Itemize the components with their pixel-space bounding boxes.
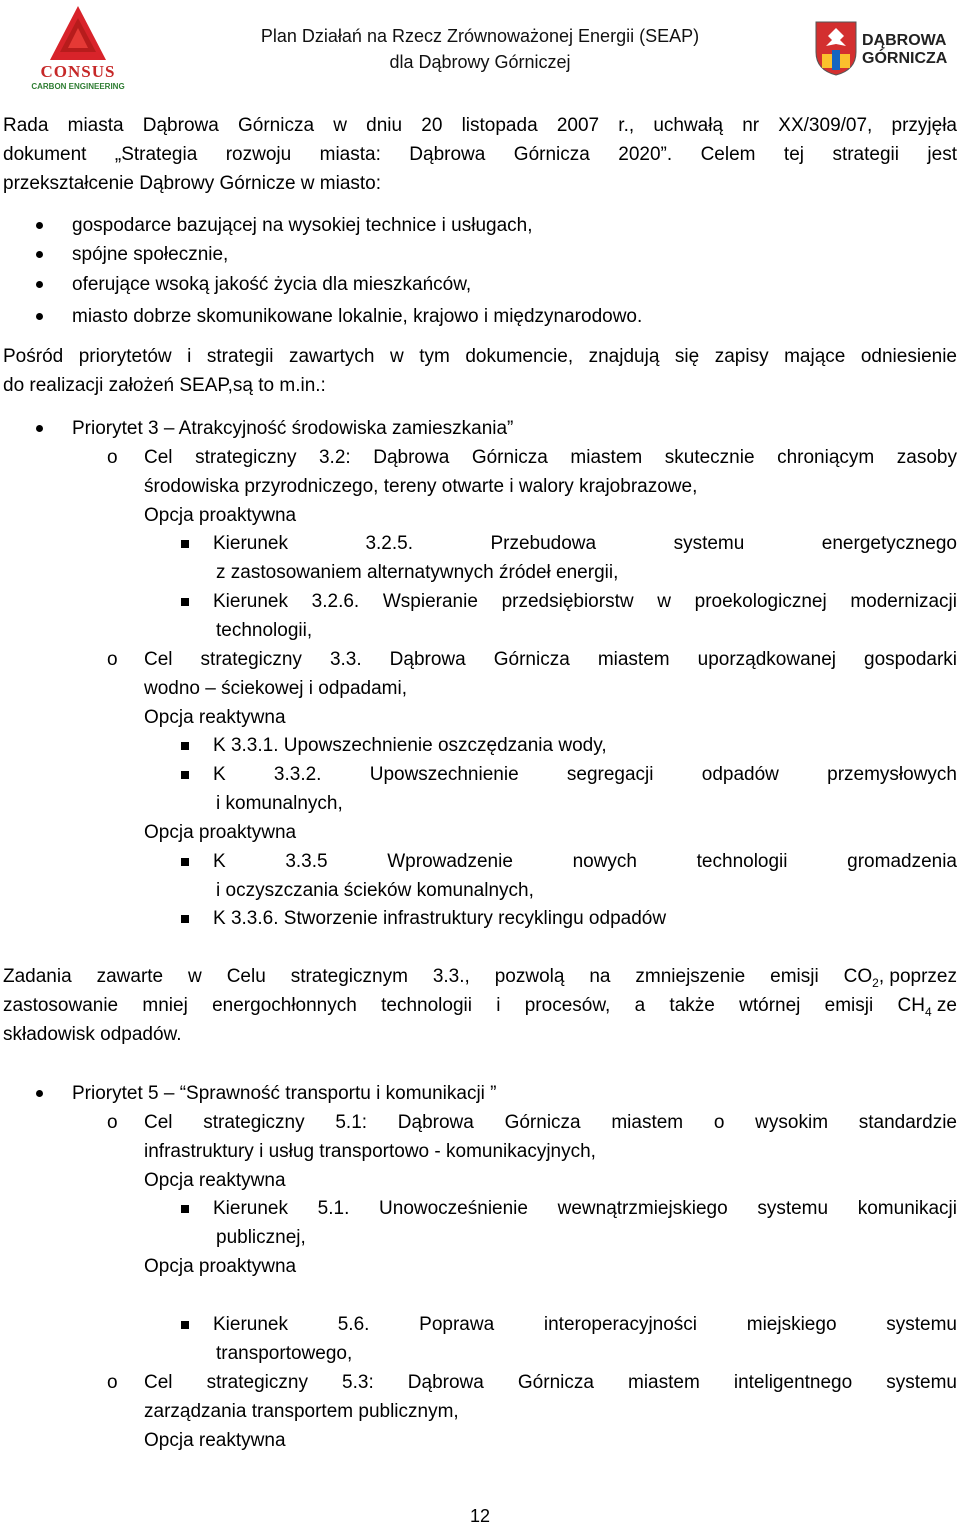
direction-5-6-line-2: transportowego,	[216, 1343, 353, 1364]
intro-line-3: przekształcenie Dąbrowy Górnicze w miasto:	[3, 173, 382, 194]
k-3-3-2-line-1: K 3.3.2. Upowszechnienie segregacji odpadów przemysłowych	[213, 764, 957, 785]
intro-line-2: dokument „Strategia rozwoju miasta: Dąbrowa Górnicza 2020”. Celem tej strategii jest	[3, 144, 957, 165]
page-number: 12	[469, 1506, 491, 1526]
direction-5-6-line-1: Kierunek 5.6. Poprawa interoperacyjności miejskiego systemu	[213, 1314, 957, 1335]
option-reactive-5: Opcja reaktywna	[144, 1170, 286, 1191]
tasks-line-1-end: , poprzez	[878, 966, 957, 987]
tasks-line-2-text: zastosowanie mniej energochłonnych technologii i procesów, a także wtórnej emisji CH	[3, 995, 925, 1016]
tasks-line-3: składowisk odpadów.	[3, 1024, 182, 1045]
dabrowa-logo-line1: DĄBROWA	[862, 32, 947, 49]
tasks-co2-sub: 2	[872, 975, 879, 990]
square-bullet-icon	[181, 1205, 189, 1213]
square-bullet-icon	[181, 771, 189, 779]
k-3-3-5-line-2: i oczyszczania ścieków komunalnych,	[216, 880, 534, 901]
square-bullet-icon	[181, 598, 189, 606]
goal-3-3-line-2: wodno – ściekowej i odpadami,	[144, 678, 407, 699]
goal-item-1: gospodarce bazującej na wysokiej technice i usługach,	[72, 215, 533, 236]
city-crest-icon	[814, 20, 858, 76]
direction-3-2-6-line-2: technologii,	[216, 620, 313, 641]
tasks-line-2-end: ze	[931, 995, 957, 1016]
goal-5-1-line-2: infrastruktury i usług transportowo - komunikacyjnych,	[144, 1141, 596, 1162]
goal-5-3-line-1: Cel strategiczny 5.3: Dąbrowa Górnicza miastem inteligentnego systemu	[144, 1372, 957, 1393]
goal-5-3-line-2: zarządzania transportem publicznym,	[144, 1401, 459, 1422]
tasks-line-1	[3, 962, 957, 991]
bullet-icon	[36, 425, 43, 432]
square-bullet-icon	[181, 540, 189, 548]
tasks-line-2	[3, 991, 957, 1020]
circle-bullet-icon: o	[107, 1112, 118, 1133]
dabrowa-logo-line2: GÓRNICZA	[862, 50, 948, 67]
circle-bullet-icon: o	[107, 447, 118, 468]
direction-3-2-5-line-1: Kierunek 3.2.5. Przebudowa systemu energetycznego	[213, 533, 957, 554]
k-3-3-1: K 3.3.1. Upowszechnienie oszczędzania wody,	[213, 735, 607, 756]
direction-3-2-5-line-2: z zastosowaniem alternatywnych źródeł energii,	[216, 562, 619, 583]
option-reactive-1: Opcja reaktywna	[144, 707, 286, 728]
consus-logo-sub: CARBON ENGINEERING	[31, 82, 125, 91]
square-bullet-icon	[181, 742, 189, 750]
goal-item-2: spójne społecznie,	[72, 244, 229, 265]
header-title-line2: dla Dąbrowy Górniczej	[389, 52, 571, 72]
goal-item-4: miasto dobrze skomunikowane lokalnie, krajowo i międzynarodowo.	[72, 306, 643, 327]
dabrowa-logo	[814, 18, 954, 78]
bullet-icon	[36, 281, 43, 288]
bullet-icon	[36, 222, 43, 229]
direction-5-1-line-1: Kierunek 5.1. Unowocześnienie wewnątrzmiejskiego systemu komunikacji	[213, 1198, 957, 1219]
intro-line-1: Rada miasta Dąbrowa Górnicza w dniu 20 listopada 2007 r., uchwałą nr XX/309/07, przyjęła	[3, 115, 957, 136]
consus-logo-mark	[22, 4, 134, 66]
k-3-3-5-line-1: K 3.3.5 Wprowadzenie nowych technologii gromadzenia	[213, 851, 957, 872]
para2-line-1: Pośród priorytetów i strategii zawartych w tym dokumencie, znajdują się zapisy mające odniesienie	[3, 346, 957, 367]
circle-bullet-icon: o	[107, 649, 118, 670]
goal-3-2-line-1: Cel strategiczny 3.2: Dąbrowa Górnicza miastem skutecznie chroniącym zasoby	[144, 447, 957, 468]
header-title-line1: Plan Działań na Rzecz Zrównoważonej Energii (SEAP)	[260, 26, 700, 46]
option-proactive-5: Opcja proaktywna	[144, 1256, 297, 1277]
option-proactive-2: Opcja proaktywna	[144, 822, 297, 843]
square-bullet-icon	[181, 915, 189, 923]
priority-3-title: Priorytet 3 – Atrakcyjność środowiska zamieszkania”	[72, 418, 514, 439]
goal-5-1-line-1: Cel strategiczny 5.1: Dąbrowa Górnicza miastem o wysokim standardzie	[144, 1112, 957, 1133]
direction-3-2-6-line-1: Kierunek 3.2.6. Wspieranie przedsiębiorstw w proekologicznej modernizacji	[213, 591, 957, 612]
square-bullet-icon	[181, 1321, 189, 1329]
consus-logo-name: CONSUS	[40, 62, 116, 81]
circle-bullet-icon: o	[107, 1372, 118, 1393]
k-3-3-6: K 3.3.6. Stworzenie infrastruktury recyklingu odpadów	[213, 908, 667, 929]
goal-3-3-line-1: Cel strategiczny 3.3. Dąbrowa Górnicza miastem uporządkowanej gospodarki	[144, 649, 957, 670]
bullet-icon	[36, 1090, 43, 1097]
priority-5-title: Priorytet 5 – “Sprawność transportu i komunikacji ”	[72, 1083, 497, 1104]
bullet-icon	[36, 251, 43, 258]
tasks-line-1-text: Zadania zawarte w Celu strategicznym 3.3., pozwolą na zmniejszenie emisji CO	[3, 966, 873, 987]
tasks-ch4-sub: 4	[924, 1004, 932, 1019]
option-proactive-1: Opcja proaktywna	[144, 505, 297, 526]
goal-3-2-line-2: środowiska przyrodniczego, tereny otwarte i walory krajobrazowe,	[144, 476, 698, 497]
option-reactive-5b: Opcja reaktywna	[144, 1430, 286, 1451]
bullet-icon	[36, 313, 43, 320]
goal-item-3: oferujące wsoką jakość życia dla mieszkańców,	[72, 274, 472, 295]
k-3-3-2-line-2: i komunalnych,	[216, 793, 343, 814]
direction-5-1-line-2: publicznej,	[216, 1227, 306, 1248]
consus-logo	[22, 4, 134, 92]
para2-line-2: do realizacji założeń SEAP,są to m.in.:	[3, 375, 326, 396]
square-bullet-icon	[181, 858, 189, 866]
